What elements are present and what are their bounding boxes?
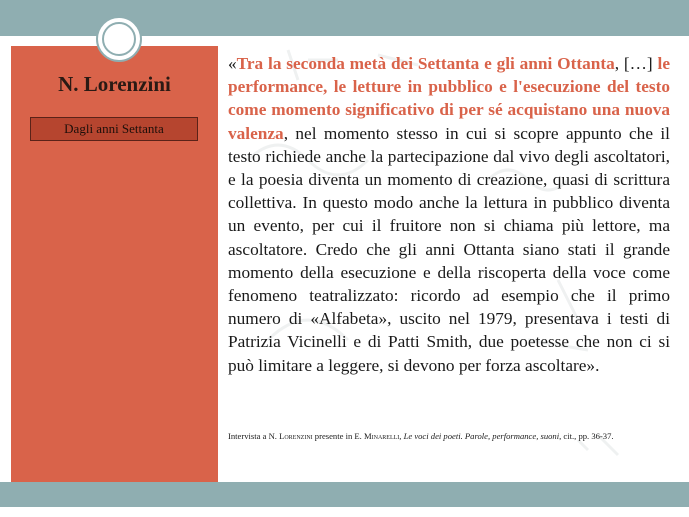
citation-prefix: Intervista a N.: [228, 431, 280, 441]
citation-mid: presente in E.: [312, 431, 364, 441]
citation-separator: ,: [399, 431, 404, 441]
quote-separator: , […]: [614, 54, 658, 73]
quote-open-mark: «: [228, 54, 237, 73]
author-title: N. Lorenzini: [58, 72, 171, 96]
citation-author-1: Lorenzini: [279, 431, 313, 441]
period-tag: Dagli anni Settanta: [30, 117, 198, 141]
citation: [228, 431, 678, 441]
citation-book-title: Le voci dei poeti. Parole, performance, suoni: [403, 431, 560, 441]
citation-author-2: Minarelli: [363, 431, 400, 441]
quote-body: , nel momento stesso in cui si scopre appunto che il testo richiede anche la partecipazione dal vivo degli ascoltatori, e la poesia diventa un momento di creazione, quasi di scrittura collettiva. In questo modo anche la lettura in pubblico diventa un evento, per cui il fruitore non si chiama più lettore, ma ascoltatore. Credo che gli anni Ottanta siano stati il grande momento della esecuzione e della riscoperta della voce come fenomeno teatralizzato: ricordo ad esempio che il primo numero di «Alfabeta», uscito nel 1979, presentava i testi di Patrizia Vicinelli e di Patti Smith, due poetesse che non ci si può limitare a leggere, si devono per forza ascoltare».: [228, 123, 670, 375]
left-panel: [11, 46, 218, 482]
quote-highlight-1: Tra la seconda metà dei Settanta e gli anni Ottanta: [236, 54, 615, 73]
quote-paragraph: [228, 52, 670, 377]
quote-highlight-2: le performance, le letture in pubblico e l'esecuzione del testo come momento significativo di per sé acquistano una nuova valenza: [228, 54, 670, 143]
decorative-ring-inner-icon: [102, 22, 136, 56]
bottom-bar: [0, 482, 689, 507]
citation-suffix: , cit., pp. 36-37.: [559, 431, 614, 441]
